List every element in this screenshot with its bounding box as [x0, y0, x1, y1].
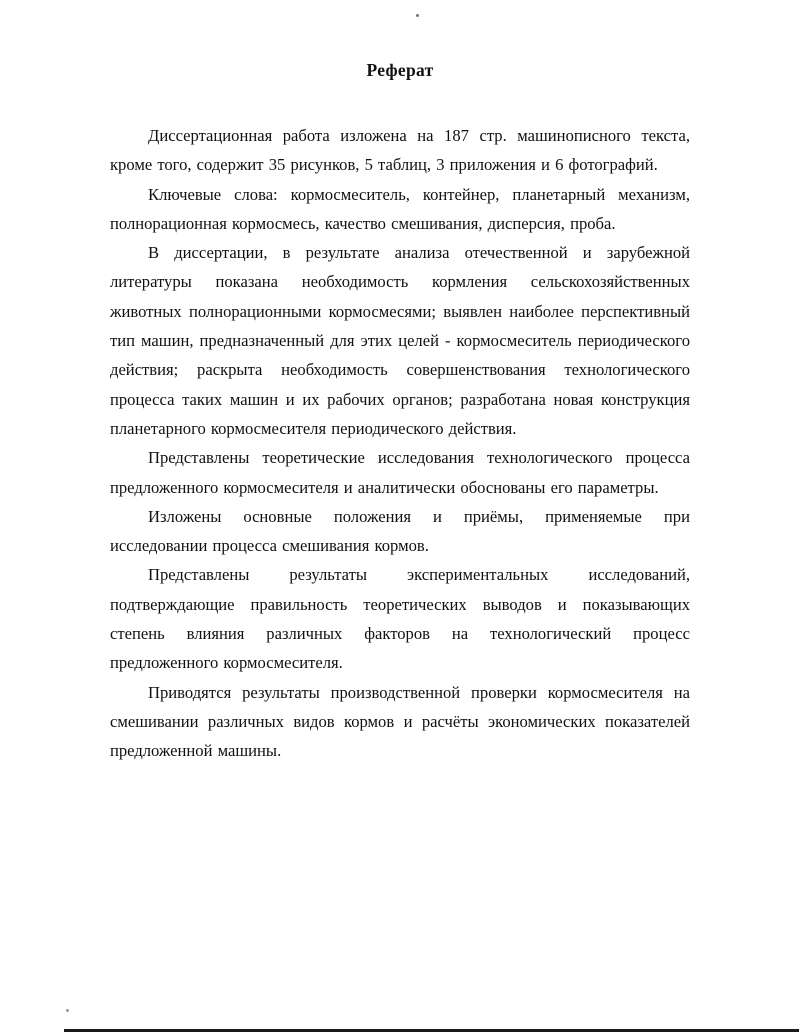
paragraph: В диссертации, в результате анализа отечественной и зарубежной литературы показана необходимость кормления сельскохозяйственных животных полнорационными кормосмесями; выявлен наиболее перспективный тип машин, предназначенный для этих целей - кормосмеситель периодического действия; раскрыта необходимость совершенствования технологического процесса таких машин и их рабочих органов; разработана новая конструкция планетарного кормосмесителя периодического действия. — [110, 243, 690, 438]
paragraph: Представлены теоретические исследования технологического процесса предложенного кормосмесителя и аналитически обоснованы его параметры. — [110, 448, 690, 497]
document-content — [110, 60, 690, 766]
paragraph: Приводятся результаты производственной проверки кормосмесителя на смешивании различных видов кормов и расчёты экономических показателей предложенной машины. — [110, 682, 690, 761]
scan-edge-artifact — [64, 1029, 799, 1032]
paragraph: Представлены результаты экспериментальных исследований, подтверждающие правильность теоретических выводов и показывающих степень влияния различных факторов на технологический процесс предложенного кормосмесителя. — [110, 565, 690, 673]
paragraph: Ключевые слова: кормосмеситель, контейнер, планетарный механизм, полнорационная кормосмесь, качество смешивания, дисперсия, проба. — [110, 184, 690, 233]
paragraph: Изложены основные положения и приёмы, применяемые при исследовании процесса смешивания кормов. — [110, 506, 690, 556]
scan-artifact-dot-top — [416, 14, 419, 17]
page-title: Реферат — [366, 60, 434, 80]
scan-artifact-dot-bottom — [66, 1009, 69, 1012]
paragraph: Диссертационная работа изложена на 187 стр. машинописного текста, кроме того, содержит 35 рисунков, 5 таблиц, 3 приложения и 6 фотографий. — [110, 126, 690, 175]
